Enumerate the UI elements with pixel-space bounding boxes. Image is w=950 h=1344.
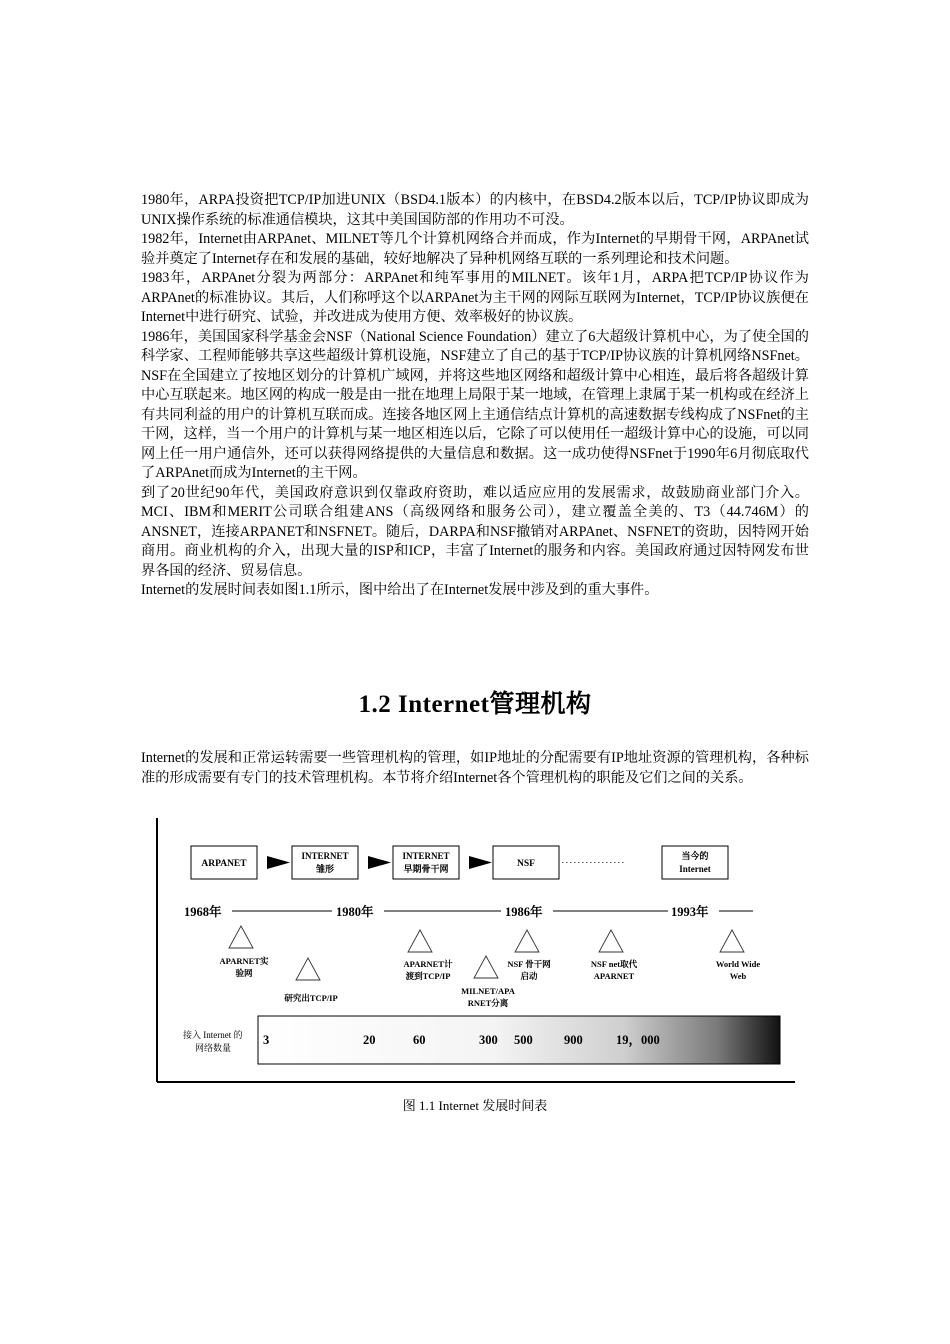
arrow-right-icon <box>368 856 391 869</box>
section-heading: 1.2 Internet管理机构 <box>358 691 592 718</box>
year-label: 1968年 <box>184 905 222 919</box>
paragraph-1982: 1982年，Internet由ARPAnet、MILNET等几个计算机网络合并而成，作为Internet的早期骨干网，ARPAnet试验并奠定了Internet存在和发展的基础，较好地解决了异种机网络互联的一系列理论和技术问题。 <box>141 231 809 267</box>
timeline-diagram <box>150 812 800 1087</box>
stage-label: 当今的 <box>681 851 709 861</box>
stage-internet-backbone-box <box>393 846 459 879</box>
event-label: APARNET计 <box>403 959 453 969</box>
count-value: 19，000 <box>616 1033 660 1047</box>
count-value: 3 <box>263 1033 270 1047</box>
stage-ARPANET-box <box>191 846 257 879</box>
stage-label: ARPANET <box>201 859 247 869</box>
stage-label: Internet <box>679 864 711 874</box>
paragraph-1983: 1983年，ARPAnet分裂为两部分：ARPAnet和纯军事用的MILNET。该年1月，ARPA把TCP/IP协议作为ARPAnet的标准协议。其后，人们称呼这个以ARPAnet为主干网的网际互联网为Internet，TCP/IP协议族便在Internet中进行研究、试验，并改进成为使用方便、效率极好的协议族。 <box>141 270 809 325</box>
stage-today-internet-box <box>662 846 728 879</box>
triangle-marker-icon <box>229 926 253 948</box>
stage-label: INTERNET <box>402 851 450 861</box>
year-label: 1993年 <box>671 905 709 919</box>
count-value: 60 <box>413 1033 426 1047</box>
arrow-right-icon <box>267 856 290 869</box>
count-value: 20 <box>363 1033 376 1047</box>
event-label: 验网 <box>235 968 253 978</box>
stage-label: INTERNET <box>301 851 349 861</box>
stage-label: 早期骨干网 <box>403 864 449 874</box>
paragraph-1990s: 到了20世纪90年代，美国政府意识到仅靠政府资助，难以适应应用的发展需求，故鼓励商业部门介入。MCI、IBM和MERIT公司联合组建ANS（高级网络和服务公司），建立覆盖全美的、T3（44.746M）的ANSNET，连接ARPANET和NSFNET。随后，DARPA和NSF撤销对ARPAnet、NSFNET的资助，因特网开始商用。商业机构的介入，出现大量的ISP和ICP，丰富了Internet的服务和内容。美国政府通过因特网发布世界各国的经济、贸易信息。 <box>141 484 809 579</box>
count-value: 300 <box>479 1033 498 1047</box>
timeline-figure <box>150 812 800 1087</box>
stage-label: 雏形 <box>315 864 335 874</box>
event-label: APARNET实 <box>219 956 269 966</box>
stage-label: NSF <box>517 859 535 869</box>
event-markers <box>229 926 744 980</box>
stage-internet-prototype-box <box>292 846 358 879</box>
triangle-marker-icon <box>720 930 744 952</box>
arrow-right-icon <box>469 856 492 869</box>
event-label: World Wide <box>715 959 761 969</box>
triangle-marker-icon <box>408 930 432 952</box>
event-label: NSF 骨干网 <box>507 959 551 969</box>
triangle-marker-icon <box>474 956 498 978</box>
event-label: MILNET/APA <box>461 986 515 996</box>
year-label: 1980年 <box>336 905 374 919</box>
count-value: 500 <box>514 1033 533 1047</box>
event-label: 研究出TCP/IP <box>284 993 338 1003</box>
figure-caption: 图 1.1 Internet 发展时间表 <box>402 1098 548 1113</box>
intro-paragraph: Internet的发展和正常运转需要一些管理机构的管理，如IP地址的分配需要有IP地址资源的管理机构，各种标准的形成需要有专门的技术管理机构。本节将介绍Internet各个管理机构的职能及它们之间的关系。 <box>141 750 809 786</box>
triangle-marker-icon <box>296 958 320 980</box>
event-label: 启动 <box>520 971 538 981</box>
triangle-marker-icon <box>515 930 539 952</box>
count-label: 接入 Internet 的 <box>183 1030 243 1040</box>
triangle-marker-icon <box>599 930 623 952</box>
count-value: 900 <box>564 1033 583 1047</box>
event-label: APARNET <box>593 971 635 981</box>
paragraph-1986: 1986年，美国国家科学基金会NSF（National Science Foundation）建立了6大超级计算机中心，为了使全国的科学家、工程师能够共享这些超级计算机设施，NSF建立了自己的基于TCP/IP协议族的计算机网络NSFnet。NSF在全国建立了按地区划分的计算机广域网，并将这些地区网络和超级计算中心相连，最后将各超级计算中心互联起来。地区网的构成一般是由一批在地理上局限于某一地域，在管理上隶属于某一机构或在经济上有共同利益的用户的计算机互联而成。连接各地区网上主通信结点计算机的高速数据专线构成了NSFnet的主干网，这样，当一个用户的计算机与某一地区相连以后，它除了可以使用任一超级计算中心的设施，可以同网上任一用户通信外，还可以获得网络提供的大量信息和数据。这一成功使得NSFnet于1990年6月彻底取代了ARPAnet而成为Internet的主干网。 <box>141 328 809 481</box>
section-intro <box>141 749 809 788</box>
event-label: RNET分离 <box>467 998 509 1008</box>
year-axis <box>184 904 753 919</box>
year-label: 1986年 <box>505 905 543 919</box>
count-label: 网络数量 <box>195 1043 232 1053</box>
event-label: NSF net取代 <box>590 959 638 969</box>
history-paragraphs <box>141 191 809 601</box>
event-label: 渡到TCP/IP <box>405 971 451 981</box>
paragraph-timeline-ref: Internet的发展时间表如图1.1所示，图中给出了在Internet发展中涉及到的重大事件。 <box>141 582 659 598</box>
stage-NSF-box <box>493 846 559 879</box>
paragraph-1980: 1980年，ARPA投资把TCP/IP加进UNIX（BSD4.1版本）的内核中，在BSD4.2版本以后，TCP/IP协议即成为UNIX操作系统的标准通信模块，这其中美国国防部的作用功不可没。 <box>141 192 809 228</box>
event-label: Web <box>729 971 747 981</box>
